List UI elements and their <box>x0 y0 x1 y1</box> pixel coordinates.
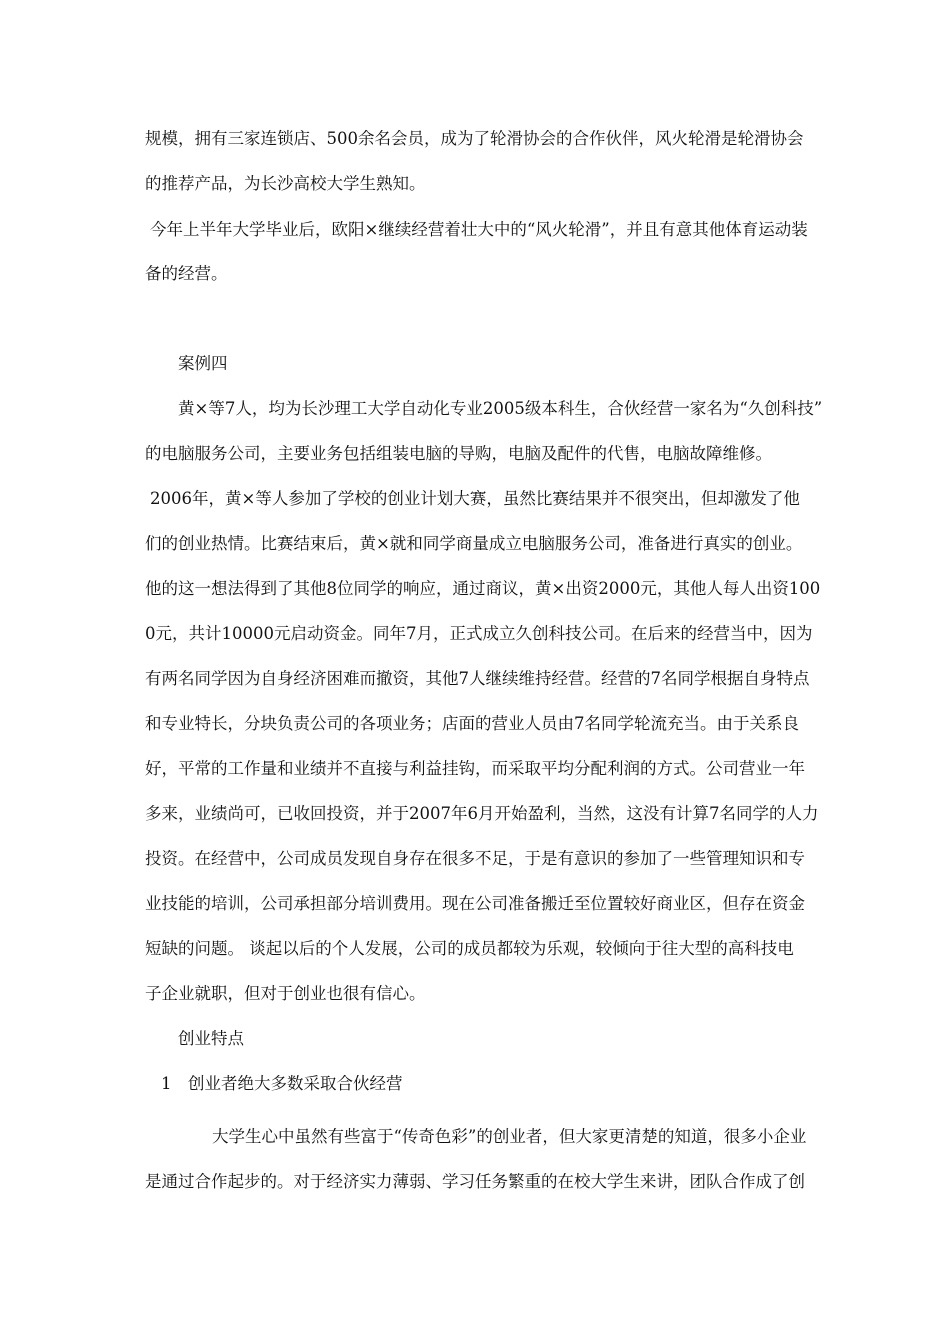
text-line: 大学生心中虽然有些富于“传奇色彩”的创业者，但大家更清楚的知道，很多小企业 <box>212 1127 807 1146</box>
text-line: 们的创业热情。比赛结束后，黄×就和同学商量成立电脑服务公司，准备进行真实的创业。 <box>145 534 803 553</box>
text-line: 子企业就职，但对于创业也很有信心。 <box>145 984 426 1003</box>
text-line: 是通过合作起步的。对于经济实力薄弱、学习任务繁重的在校大学生来讲，团队合作成了创 <box>145 1172 805 1191</box>
text-line: 的推荐产品，为长沙高校大学生熟知。 <box>145 174 426 193</box>
text-line: 业技能的培训，公司承担部分培训费用。现在公司准备搬迁至位置较好商业区，但存在资金 <box>145 894 805 913</box>
numbered-heading: 1 创业者绝大多数采取合伙经营 <box>161 1074 403 1093</box>
section-heading-case-four: 案例四 <box>178 354 228 373</box>
text-line: 规模，拥有三家连锁店、500余名会员，成为了轮滑协会的合作伙伴，风火轮滑是轮滑协会 <box>145 129 804 148</box>
text-line: 好，平常的工作量和业绩并不直接与利益挂钩，而采取平均分配利润的方式。公司营业一年 <box>145 759 805 778</box>
text-line: 多来，业绩尚可，已收回投资，并于2007年6月开始盈利，当然，这没有计算7名同学的人力 <box>145 804 819 823</box>
section-heading-startup-features: 创业特点 <box>178 1029 244 1048</box>
text-line: 黄×等7人，均为长沙理工大学自动化专业2005级本科生，合伙经营一家名为“久创科技” <box>178 399 823 418</box>
text-line: 的电脑服务公司，主要业务包括组装电脑的导购，电脑及配件的代售，电脑故障维修。 <box>145 444 772 463</box>
text-line: 短缺的问题。 谈起以后的个人发展，公司的成员都较为乐观，较倾向于往大型的高科技电 <box>145 939 794 958</box>
text-line: 他的这一想法得到了其他8位同学的响应，通过商议，黄×出资2000元，其他人每人出资100 <box>145 579 821 598</box>
text-line: 和专业特长，分块负责公司的各项业务；店面的营业人员由7名同学轮流充当。由于关系良 <box>145 714 799 733</box>
text-line: 备的经营。 <box>145 264 228 283</box>
text-line: 有两名同学因为自身经济困难而撤资，其他7人继续维持经营。经营的7名同学根据自身特点 <box>145 669 810 688</box>
text-line: 0元，共计10000元启动资金。同年7月，正式成立久创科技公司。在后来的经营当中，因为 <box>145 624 813 643</box>
text-line: 投资。在经营中，公司成员发现自身存在很多不足，于是有意识的参加了一些管理知识和专 <box>145 849 805 868</box>
text-line: 今年上半年大学毕业后，欧阳×继续经营着壮大中的“风火轮滑”，并且有意其他体育运动装 <box>150 220 808 239</box>
text-line: 2006年，黄×等人参加了学校的创业计划大赛，虽然比赛结果并不很突出，但却激发了他 <box>150 489 800 508</box>
